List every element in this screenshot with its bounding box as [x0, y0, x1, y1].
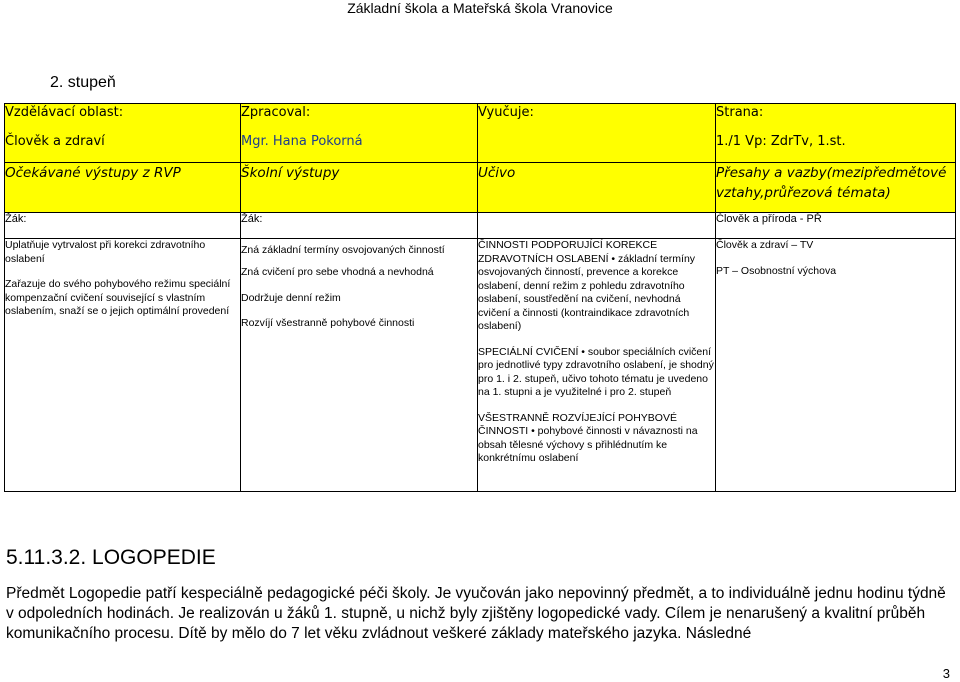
rvp-outcome: Zařazuje do svého pohybového režimu speciální kompenzační cvičení související s vlastním oslabením, snaží se o jejich optimální provedení: [5, 278, 231, 317]
cross-links-cell: [716, 239, 956, 492]
page-number: 3: [942, 666, 950, 681]
author-value: Mgr. Hana Pokorná: [241, 134, 363, 149]
section-title: 5.11.3.2. LOGOPEDIE: [6, 546, 216, 569]
area-label: Vzdělávací oblast:: [5, 105, 124, 120]
table-row: [5, 163, 956, 213]
pupil-label-2: Žák:: [241, 213, 478, 239]
subject-matter-cell: [478, 239, 716, 492]
subject-matter-item: SPECIÁLNÍ CVIČENÍ • soubor speciálních cvičení pro jednotlivé typy zdravotního oslabení, je shodný pro 1. i 2. stupeň, učivo tohoto tématu je uvedeno na 1. stupni a je využitelné i pro 2. stupeň: [478, 345, 714, 398]
area-value: Člověk a zdraví: [5, 134, 105, 149]
subject-matter-item: VŠESTRANNĚ ROZVÍJEJÍCÍ POHYBOVÉ ČINNOSTI • pohybové činnosti v návaznosti na obsah tělesné výchovy s přihlédnutím ke konkrétnímu oslabení: [478, 411, 698, 464]
cross-link: Člověk a zdraví – TV: [716, 239, 814, 251]
table-row: [5, 104, 956, 163]
page-cell: [716, 104, 956, 163]
pupil-label-1: Žák:: [5, 213, 241, 239]
school-output: Dodržuje denní režim: [241, 291, 341, 304]
empty-cell: [478, 213, 716, 239]
table-row: [5, 239, 956, 492]
header-cross-links: Přesahy a vazby(mezipředmětové vztahy,průřezová témata): [716, 163, 956, 213]
author-cell: [241, 104, 478, 163]
section-paragraph: Předmět Logopedie patří kespeciálně pedagogické péči školy. Je vyučován jako nepovinný předmět, a to individuálně jednu hodinu týdně v odpoledních hodinách. Je realizován u žáků 1. stupně, u nichž byly zjištěny logopedické vady. Cílem je nenarušený a kvalitní průběh komunikačního procesu. Dítě by mělo do 7 let věku zvládnout veškeré základy mateřského jazyka. Následné: [6, 585, 946, 642]
level-heading: 2. stupeň: [50, 74, 116, 91]
link-nature: Člověk a příroda - PŘ: [716, 213, 956, 239]
school-output: Zná cvičení pro sebe vhodná a nevhodná: [241, 266, 434, 278]
header-school-outputs: Školní výstupy: [241, 163, 478, 213]
teacher-label: Vyučuje:: [478, 105, 534, 120]
page-header: Základní škola a Mateřská škola Vranovice: [347, 0, 613, 16]
school-output: Rozvíjí všestranně pohybové činnosti: [241, 317, 415, 329]
rvp-outcome: Uplatňuje vytrvalost při korekci zdravotního oslabení: [5, 239, 206, 265]
page-label: Strana:: [716, 105, 764, 120]
rvp-outcomes-cell: [5, 239, 241, 492]
curriculum-table: [4, 103, 956, 492]
teacher-cell: [478, 104, 716, 163]
page-value: 1./1 Vp: ZdrTv, 1.st.: [716, 134, 846, 149]
subject-matter-item: ČINNOSTI PODPORUJÍCÍ KOREKCE ZDRAVOTNÍCH OSLABENÍ • základní termíny osvojovaných činností, prevence a korekce oslabení, denní režim z pohledu zdravotního oslabení, soustředění na cvičení, nevhodná cvičení a činnosti (kontraindikace zdravotních oslabení): [478, 239, 696, 332]
area-cell: [5, 104, 241, 163]
school-outputs-cell: [241, 239, 478, 492]
author-label: Zpracoval:: [241, 105, 311, 120]
cross-link: PT – Osobnostní výchova: [716, 264, 837, 277]
header-rvp: Očekávané výstupy z RVP: [5, 163, 241, 213]
school-output: Zná základní termíny osvojovaných činností: [241, 244, 445, 256]
table-row: [5, 213, 956, 239]
header-subject-matter: Učivo: [478, 163, 716, 213]
